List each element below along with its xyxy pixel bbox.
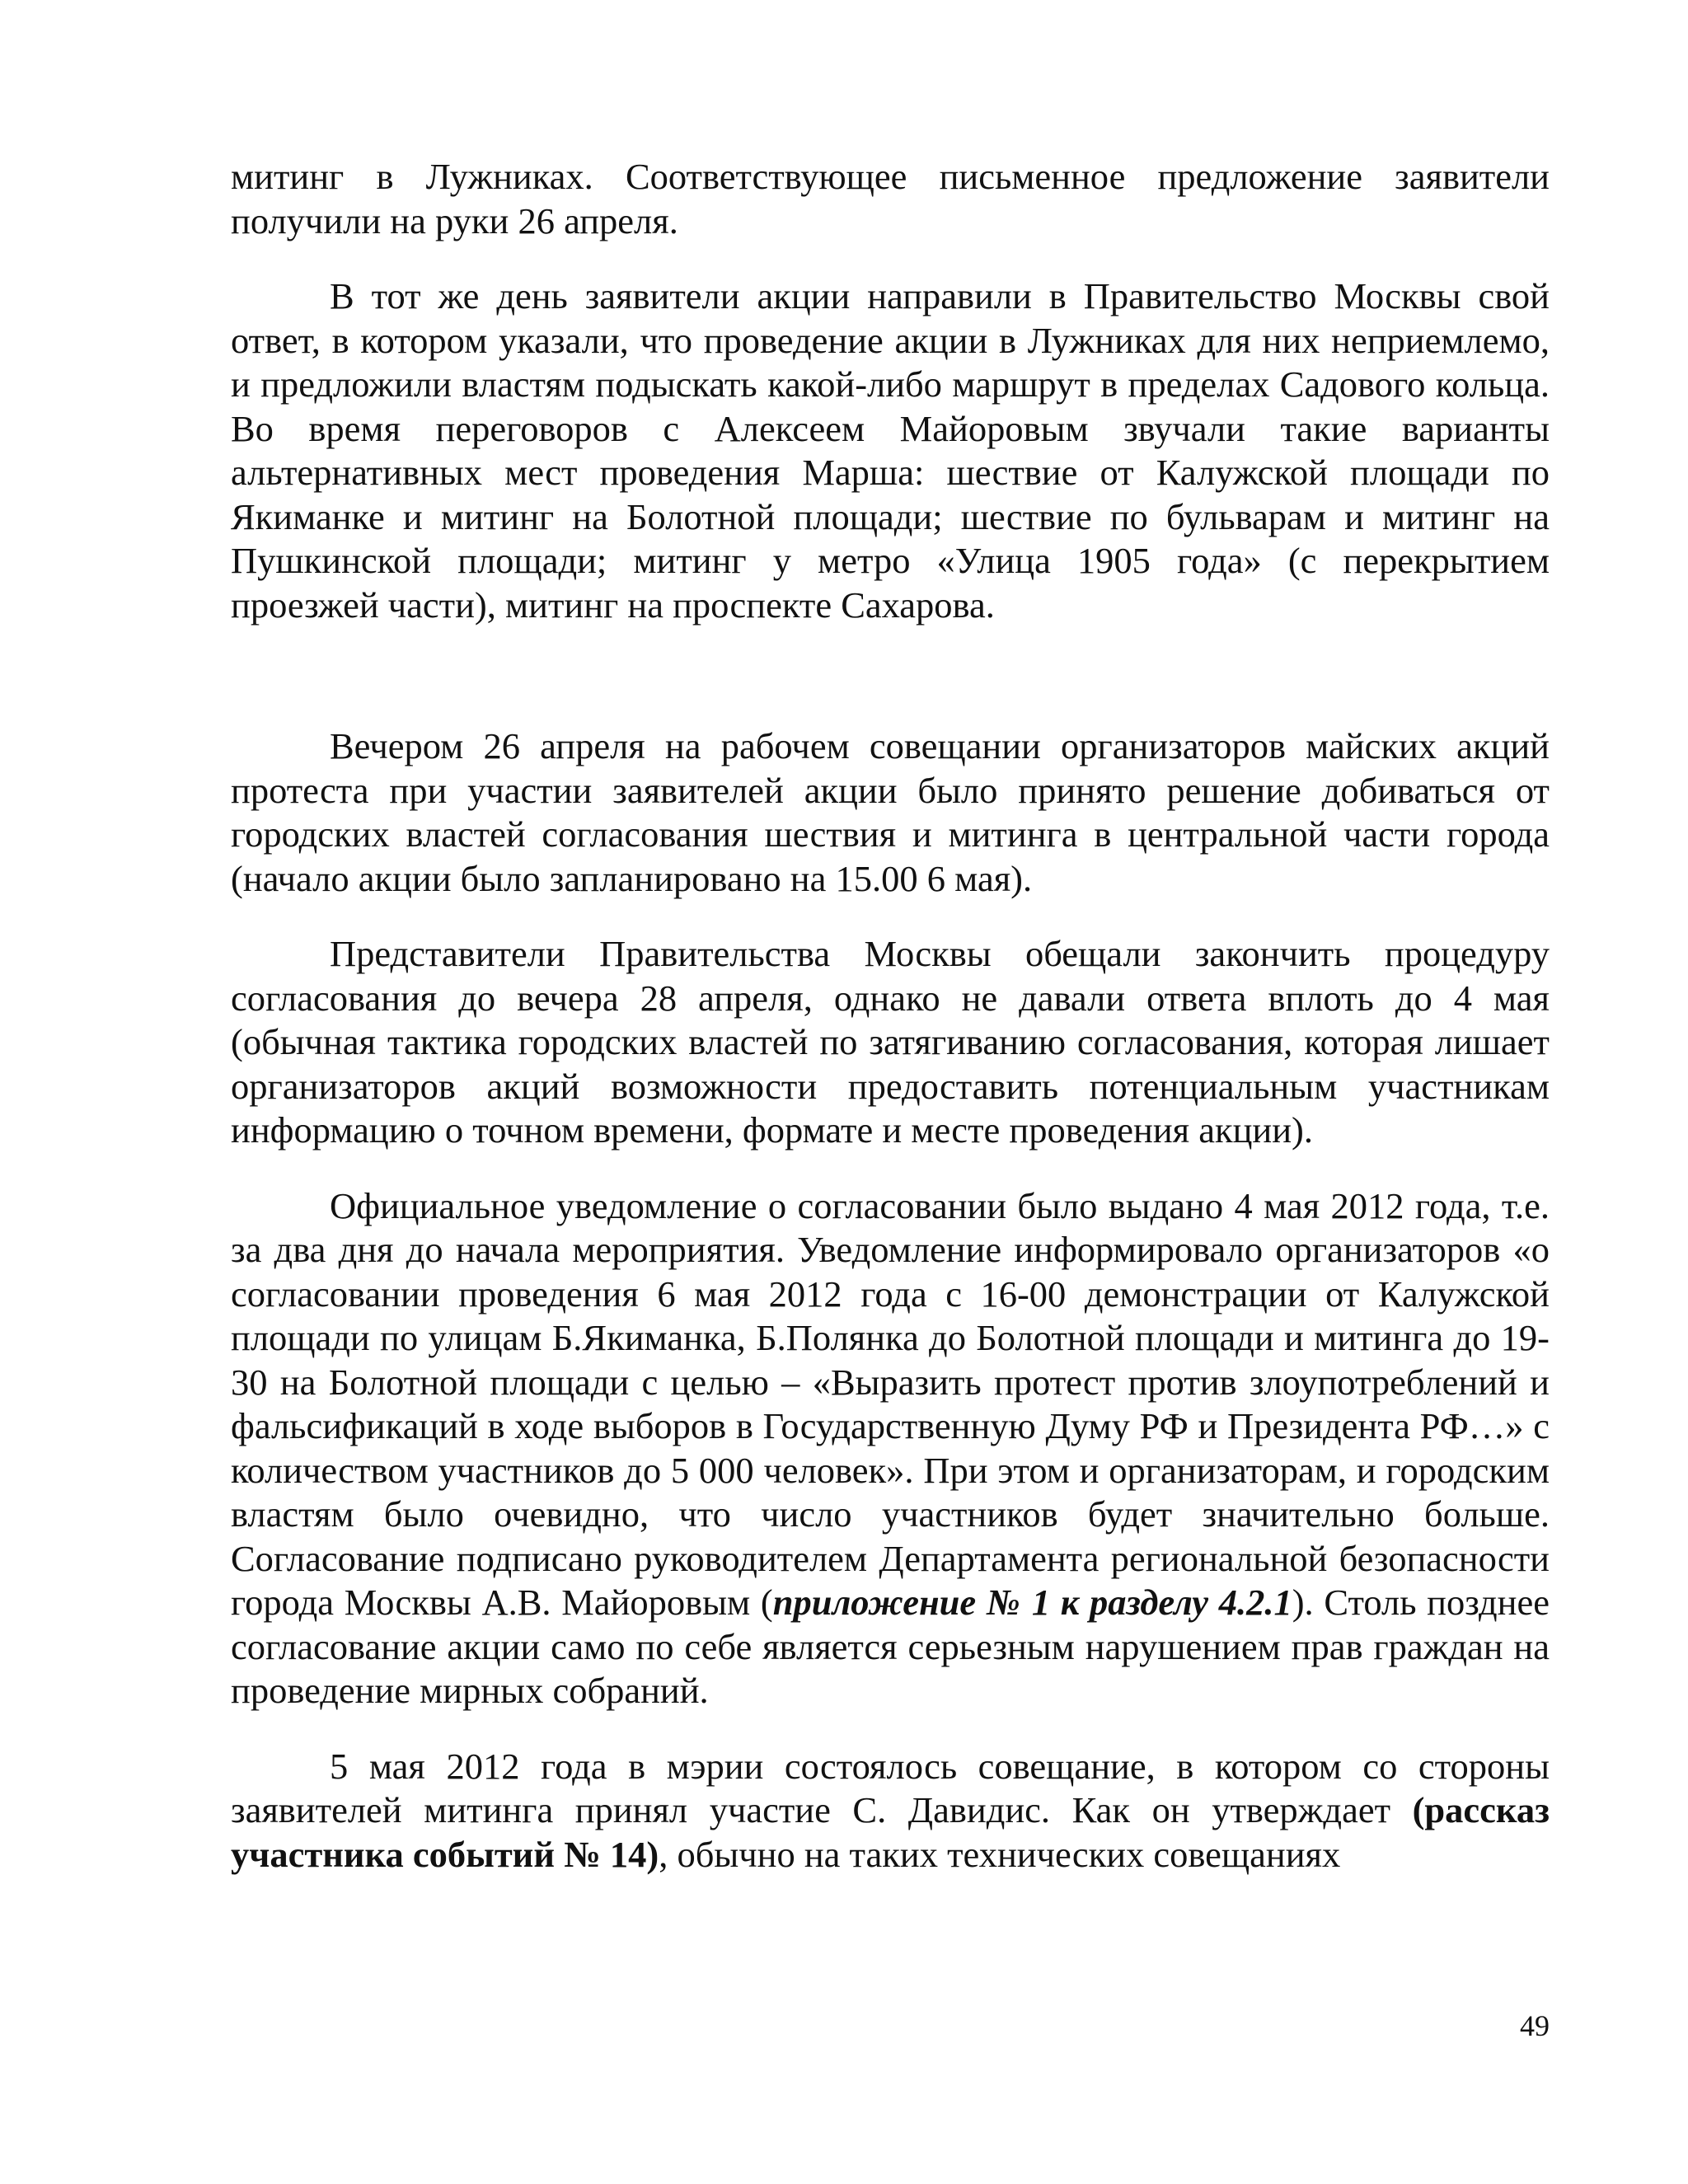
paragraph-text: Официальное уведомление о согласовании было выдано 4 мая 2012 года, т.е. за два дня до начала мероприятия. Уведомление информировало организаторов «о согласовании проведения 6 мая 2012 года с 16-00 демонстрации от Калужской площади по улицам Б.Якиманка, Б.Полянка до Болотной площади и митинга до 19-30 на Болотной площади с целью – «Выразить протест против злоупотреблений и фальсификаций в ходе выборов в Государственную Думу РФ и Президента РФ…» с количеством участников до 5 000 человек». При этом и организаторам, и городским властям было очевидно, что число участников будет значительно больше. Согласование подписано руководителем Департамента региональной безопасности города Москвы А.В. Майоровым ( (231, 1184, 1550, 1623)
paragraph-text: 5 мая 2012 года в мэрии состоялось совещание, в котором со стороны заявителей митинга принял участие С. Давидис. Как он утверждает (231, 1745, 1550, 1830)
paragraph-continuation: митинг в Лужниках. Соответствующее письменное предложение заявители получили на руки 26 апреля. (231, 156, 1550, 241)
appendix-reference: приложение № 1 к разделу 4.2.1 (772, 1582, 1292, 1623)
paragraph-text: , обычно на таких технических совещаниях (659, 1833, 1341, 1875)
paragraph (231, 1745, 1550, 1877)
paragraph-text: ). Столь позднее согласование акции само по себе является серьезным нарушением прав граждан на проведение мирных собраний. (231, 1582, 1550, 1711)
paragraph: В тот же день заявители акции направили в Правительство Москвы свой ответ, в котором указали, что проведение акции в Лужниках для них неприемлемо, и предложили властям подыскать какой-либо маршрут в пределах Садового кольца. Во время переговоров с Алексеем Майоровым звучали такие варианты альтернативных мест проведения Марша: шествие от Калужской площади по Якиманке и митинг на Болотной площади; шествие по бульварам и митинг на Пушкинской площади; митинг у метро «Улица 1905 года» (с перекрытием проезжей части), митинг на проспекте Сахарова. (231, 275, 1550, 626)
paragraph: Представители Правительства Москвы обещали закончить процедуру согласования до вечера 28 апреля, однако не давали ответа вплоть до 4 мая (обычная тактика городских властей по затягиванию согласования, которая лишает организаторов акций возможности предоставить потенциальным участникам информацию о точном времени, формате и месте проведения акции). (231, 933, 1550, 1151)
paragraph: Вечером 26 апреля на рабочем совещании организаторов майских акций протеста при участии заявителей акции было принято решение добиваться от городских властей согласования шествия и митинга в центральной части города (начало акции было запланировано на 15.00 6 мая). (231, 725, 1550, 899)
paragraph (231, 1184, 1550, 1713)
page-number: 49 (1520, 2009, 1550, 2042)
body-text (231, 155, 1550, 1877)
participant-story-reference: (рассказ участника событий № 14) (231, 1789, 1550, 1875)
